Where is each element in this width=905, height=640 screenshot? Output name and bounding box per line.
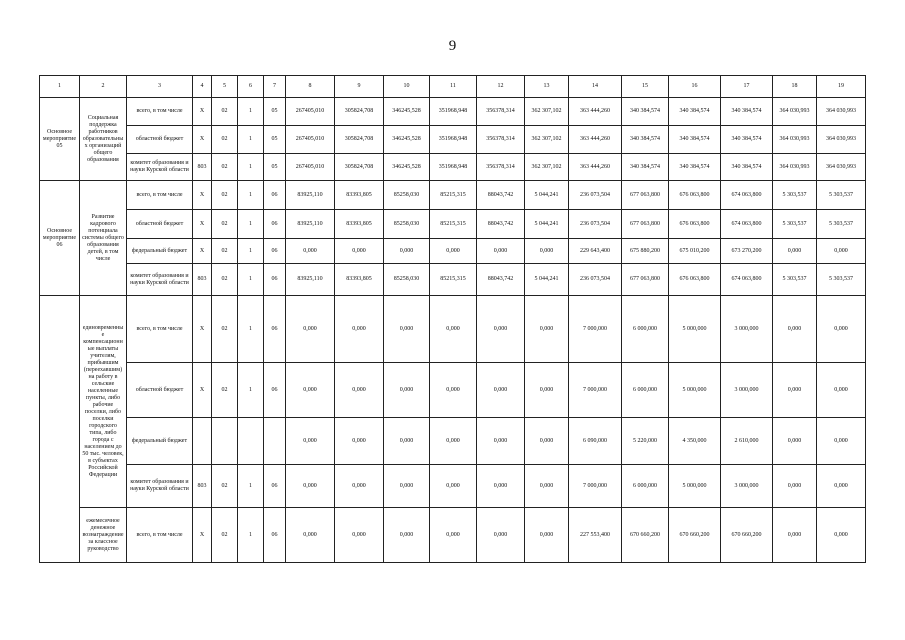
activity-name-cell: Основное мероприятие 05 [40,98,80,181]
value-cell: 0,000 [525,418,569,465]
code-cell: 06 [264,264,286,296]
code-cell: 1 [238,210,264,239]
value-cell: 88043,742 [477,210,525,239]
activity-description-cell: ежемесячное денежное вознаграждение за классное руководство [80,508,127,563]
value-cell: 364 030,993 [817,126,866,154]
code-cell [212,418,238,465]
value-cell: 0,000 [335,418,384,465]
value-cell: 7 000,000 [569,465,622,508]
value-cell: 0,000 [525,239,569,264]
value-cell: 363 444,260 [569,126,622,154]
value-cell: 670 660,200 [669,508,721,563]
value-cell: 0,000 [286,239,335,264]
code-cell: 1 [238,296,264,363]
value-cell: 340 384,574 [622,98,669,126]
source-cell: всего, в том числе [127,296,193,363]
value-cell: 0,000 [286,418,335,465]
header-cell: 17 [721,76,773,98]
code-cell: 1 [238,98,264,126]
value-cell: 5 303,537 [817,181,866,210]
code-cell: 06 [264,239,286,264]
code-cell: 803 [193,154,212,181]
value-cell: 0,000 [430,418,477,465]
value-cell: 351968,948 [430,126,477,154]
value-cell: 356378,314 [477,154,525,181]
value-cell: 674 063,800 [721,264,773,296]
value-cell: 340 384,574 [622,126,669,154]
value-cell: 0,000 [430,296,477,363]
code-cell: 1 [238,239,264,264]
table-row [40,239,866,264]
header-cell: 1 [40,76,80,98]
value-cell: 5 303,537 [817,210,866,239]
value-cell: 83393,805 [335,264,384,296]
header-cell: 3 [127,76,193,98]
value-cell: 677 063,800 [622,264,669,296]
code-cell: 02 [212,296,238,363]
value-cell: 0,000 [817,296,866,363]
header-cell: 10 [384,76,430,98]
header-cell: 6 [238,76,264,98]
value-cell: 0,000 [430,465,477,508]
value-cell: 85215,315 [430,264,477,296]
code-cell: 803 [193,264,212,296]
value-cell: 0,000 [817,363,866,418]
code-cell: X [193,181,212,210]
value-cell: 676 063,800 [669,264,721,296]
value-cell: 0,000 [335,465,384,508]
value-cell: 346245,528 [384,98,430,126]
value-cell: 0,000 [817,418,866,465]
code-cell: 02 [212,239,238,264]
code-cell [264,418,286,465]
header-cell: 4 [193,76,212,98]
value-cell: 0,000 [773,465,817,508]
value-cell: 305824,708 [335,154,384,181]
value-cell: 0,000 [477,465,525,508]
value-cell: 0,000 [773,296,817,363]
code-cell: 1 [238,508,264,563]
value-cell: 674 063,800 [721,210,773,239]
value-cell: 0,000 [817,465,866,508]
value-cell: 2 610,000 [721,418,773,465]
value-cell: 229 643,400 [569,239,622,264]
value-cell: 0,000 [384,363,430,418]
value-cell: 6 090,000 [569,418,622,465]
header-cell: 7 [264,76,286,98]
value-cell: 0,000 [286,296,335,363]
value-cell: 677 063,800 [622,210,669,239]
value-cell: 363 444,260 [569,98,622,126]
code-cell: 02 [212,98,238,126]
value-cell: 340 384,574 [721,154,773,181]
value-cell: 227 553,400 [569,508,622,563]
value-cell: 670 660,200 [622,508,669,563]
code-cell: 06 [264,181,286,210]
code-cell: 1 [238,465,264,508]
value-cell: 340 384,574 [721,98,773,126]
value-cell: 362 307,102 [525,98,569,126]
value-cell: 83925,110 [286,264,335,296]
header-cell: 16 [669,76,721,98]
value-cell: 5 044,241 [525,264,569,296]
value-cell: 4 350,000 [669,418,721,465]
value-cell: 340 384,574 [669,126,721,154]
source-cell: областной бюджет [127,363,193,418]
header-cell: 9 [335,76,384,98]
value-cell: 85215,315 [430,210,477,239]
value-cell: 6 000,000 [622,296,669,363]
value-cell: 364 030,993 [817,154,866,181]
value-cell: 83925,110 [286,210,335,239]
value-cell: 340 384,574 [669,98,721,126]
value-cell: 5 303,537 [817,264,866,296]
value-cell: 5 044,241 [525,181,569,210]
code-cell: X [193,98,212,126]
value-cell: 351968,948 [430,154,477,181]
header-cell: 8 [286,76,335,98]
value-cell: 356378,314 [477,98,525,126]
value-cell: 0,000 [286,508,335,563]
header-cell: 5 [212,76,238,98]
code-cell: 02 [212,363,238,418]
source-cell: всего, в том числе [127,508,193,563]
table-row [40,264,866,296]
value-cell: 675 010,200 [669,239,721,264]
table-row [40,98,866,126]
code-cell: X [193,363,212,418]
source-cell: комитет образования и науки Курской области [127,154,193,181]
table-row [40,363,866,418]
value-cell: 305824,708 [335,98,384,126]
activity-description-cell: Развитие кадрового потенциала системы общего образования детей, в том числе [80,181,127,296]
value-cell: 0,000 [817,508,866,563]
code-cell: 06 [264,508,286,563]
value-cell: 5 000,000 [669,363,721,418]
activity-name-cell: Основное мероприятие 06 [40,181,80,296]
value-cell: 5 044,241 [525,210,569,239]
value-cell: 675 880,200 [622,239,669,264]
value-cell: 351968,948 [430,98,477,126]
value-cell: 0,000 [817,239,866,264]
code-cell: 1 [238,264,264,296]
value-cell: 670 660,200 [721,508,773,563]
value-cell: 3 000,000 [721,465,773,508]
value-cell: 0,000 [286,363,335,418]
value-cell: 363 444,260 [569,154,622,181]
source-cell: федеральный бюджет [127,239,193,264]
value-cell: 0,000 [430,508,477,563]
value-cell: 0,000 [335,296,384,363]
value-cell: 7 000,000 [569,363,622,418]
value-cell: 0,000 [335,239,384,264]
value-cell: 5 220,000 [622,418,669,465]
code-cell: 803 [193,465,212,508]
value-cell: 340 384,574 [669,154,721,181]
value-cell: 6 000,000 [622,363,669,418]
code-cell: X [193,126,212,154]
activity-description-cell: единовременные компенсационные выплаты учителям, прибывшим (переехавшим) на работу в сельские населенные пункты, либо рабочие поселки, либо поселки городского типа, либо города с населением до 50 тыс. человек, в субъектах Российской Федерации [80,296,127,508]
table-row [40,154,866,181]
value-cell: 5 000,000 [669,296,721,363]
value-cell: 0,000 [773,363,817,418]
value-cell: 0,000 [773,418,817,465]
value-cell: 0,000 [430,363,477,418]
value-cell: 356378,314 [477,126,525,154]
code-cell: 02 [212,210,238,239]
value-cell: 362 307,102 [525,126,569,154]
source-cell: всего, в том числе [127,98,193,126]
value-cell: 364 030,993 [773,154,817,181]
table-row [40,210,866,239]
value-cell: 0,000 [286,465,335,508]
header-cell: 11 [430,76,477,98]
code-cell: 05 [264,154,286,181]
value-cell: 0,000 [384,239,430,264]
value-cell: 0,000 [525,296,569,363]
value-cell: 267405,010 [286,154,335,181]
source-cell: федеральный бюджет [127,418,193,465]
value-cell: 305824,708 [335,126,384,154]
table-row [40,181,866,210]
table-header-row [40,76,866,98]
budget-table [39,75,866,563]
value-cell: 0,000 [384,296,430,363]
value-cell: 673 270,200 [721,239,773,264]
code-cell: 1 [238,126,264,154]
value-cell: 0,000 [384,465,430,508]
value-cell: 236 073,504 [569,210,622,239]
code-cell: X [193,296,212,363]
source-cell: областной бюджет [127,210,193,239]
value-cell: 677 063,800 [622,181,669,210]
source-cell: всего, в том числе [127,181,193,210]
value-cell: 88043,742 [477,181,525,210]
source-cell: областной бюджет [127,126,193,154]
code-cell: 02 [212,181,238,210]
value-cell: 0,000 [335,508,384,563]
value-cell: 83393,805 [335,210,384,239]
code-cell: 1 [238,154,264,181]
code-cell: 02 [212,154,238,181]
value-cell: 364 030,993 [817,98,866,126]
value-cell: 0,000 [335,363,384,418]
value-cell: 85258,030 [384,210,430,239]
code-cell: 05 [264,126,286,154]
table-row [40,465,866,508]
value-cell: 362 307,102 [525,154,569,181]
value-cell: 5 303,537 [773,264,817,296]
value-cell: 364 030,993 [773,98,817,126]
header-cell: 13 [525,76,569,98]
value-cell: 0,000 [525,465,569,508]
value-cell: 0,000 [477,363,525,418]
code-cell: 1 [238,181,264,210]
activity-name-cell [40,296,80,563]
value-cell: 0,000 [430,239,477,264]
value-cell: 6 000,000 [622,465,669,508]
source-cell: комитет образования и науки Курской области [127,465,193,508]
value-cell: 83393,805 [335,181,384,210]
header-cell: 18 [773,76,817,98]
value-cell: 3 000,000 [721,363,773,418]
value-cell: 85258,030 [384,264,430,296]
code-cell: 05 [264,98,286,126]
value-cell: 85215,315 [430,181,477,210]
code-cell: 06 [264,210,286,239]
code-cell: 02 [212,264,238,296]
activity-description-cell: Социальная поддержка работников образовательных организаций общего образования [80,98,127,181]
source-cell: комитет образования и науки Курской области [127,264,193,296]
code-cell: 06 [264,296,286,363]
value-cell: 0,000 [773,239,817,264]
value-cell: 5 303,537 [773,210,817,239]
value-cell: 85258,030 [384,181,430,210]
value-cell: 340 384,574 [622,154,669,181]
value-cell: 0,000 [525,363,569,418]
code-cell: 06 [264,465,286,508]
code-cell: 02 [212,465,238,508]
value-cell: 83925,110 [286,181,335,210]
code-cell: 02 [212,508,238,563]
value-cell: 0,000 [477,508,525,563]
code-cell: 06 [264,363,286,418]
header-cell: 19 [817,76,866,98]
code-cell: X [193,239,212,264]
value-cell: 346245,528 [384,154,430,181]
table-row [40,418,866,465]
table-row [40,508,866,563]
table-row [40,126,866,154]
header-cell: 15 [622,76,669,98]
value-cell: 0,000 [477,296,525,363]
value-cell: 674 063,800 [721,181,773,210]
value-cell: 236 073,504 [569,181,622,210]
header-cell: 14 [569,76,622,98]
header-cell: 12 [477,76,525,98]
value-cell: 5 303,537 [773,181,817,210]
code-cell [193,418,212,465]
code-cell [238,418,264,465]
code-cell: X [193,210,212,239]
code-cell: X [193,508,212,563]
value-cell: 88043,742 [477,264,525,296]
value-cell: 0,000 [384,418,430,465]
value-cell: 267405,010 [286,98,335,126]
value-cell: 676 063,800 [669,181,721,210]
header-cell: 2 [80,76,127,98]
value-cell: 0,000 [384,508,430,563]
code-cell: 1 [238,363,264,418]
value-cell: 340 384,574 [721,126,773,154]
value-cell: 0,000 [773,508,817,563]
table-row [40,296,866,363]
code-cell: 02 [212,126,238,154]
value-cell: 0,000 [477,239,525,264]
value-cell: 5 000,000 [669,465,721,508]
value-cell: 346245,528 [384,126,430,154]
value-cell: 0,000 [525,508,569,563]
value-cell: 267405,010 [286,126,335,154]
value-cell: 236 073,504 [569,264,622,296]
value-cell: 7 000,000 [569,296,622,363]
value-cell: 676 063,800 [669,210,721,239]
value-cell: 0,000 [477,418,525,465]
value-cell: 364 030,993 [773,126,817,154]
page-number: 9 [448,38,457,54]
value-cell: 3 000,000 [721,296,773,363]
